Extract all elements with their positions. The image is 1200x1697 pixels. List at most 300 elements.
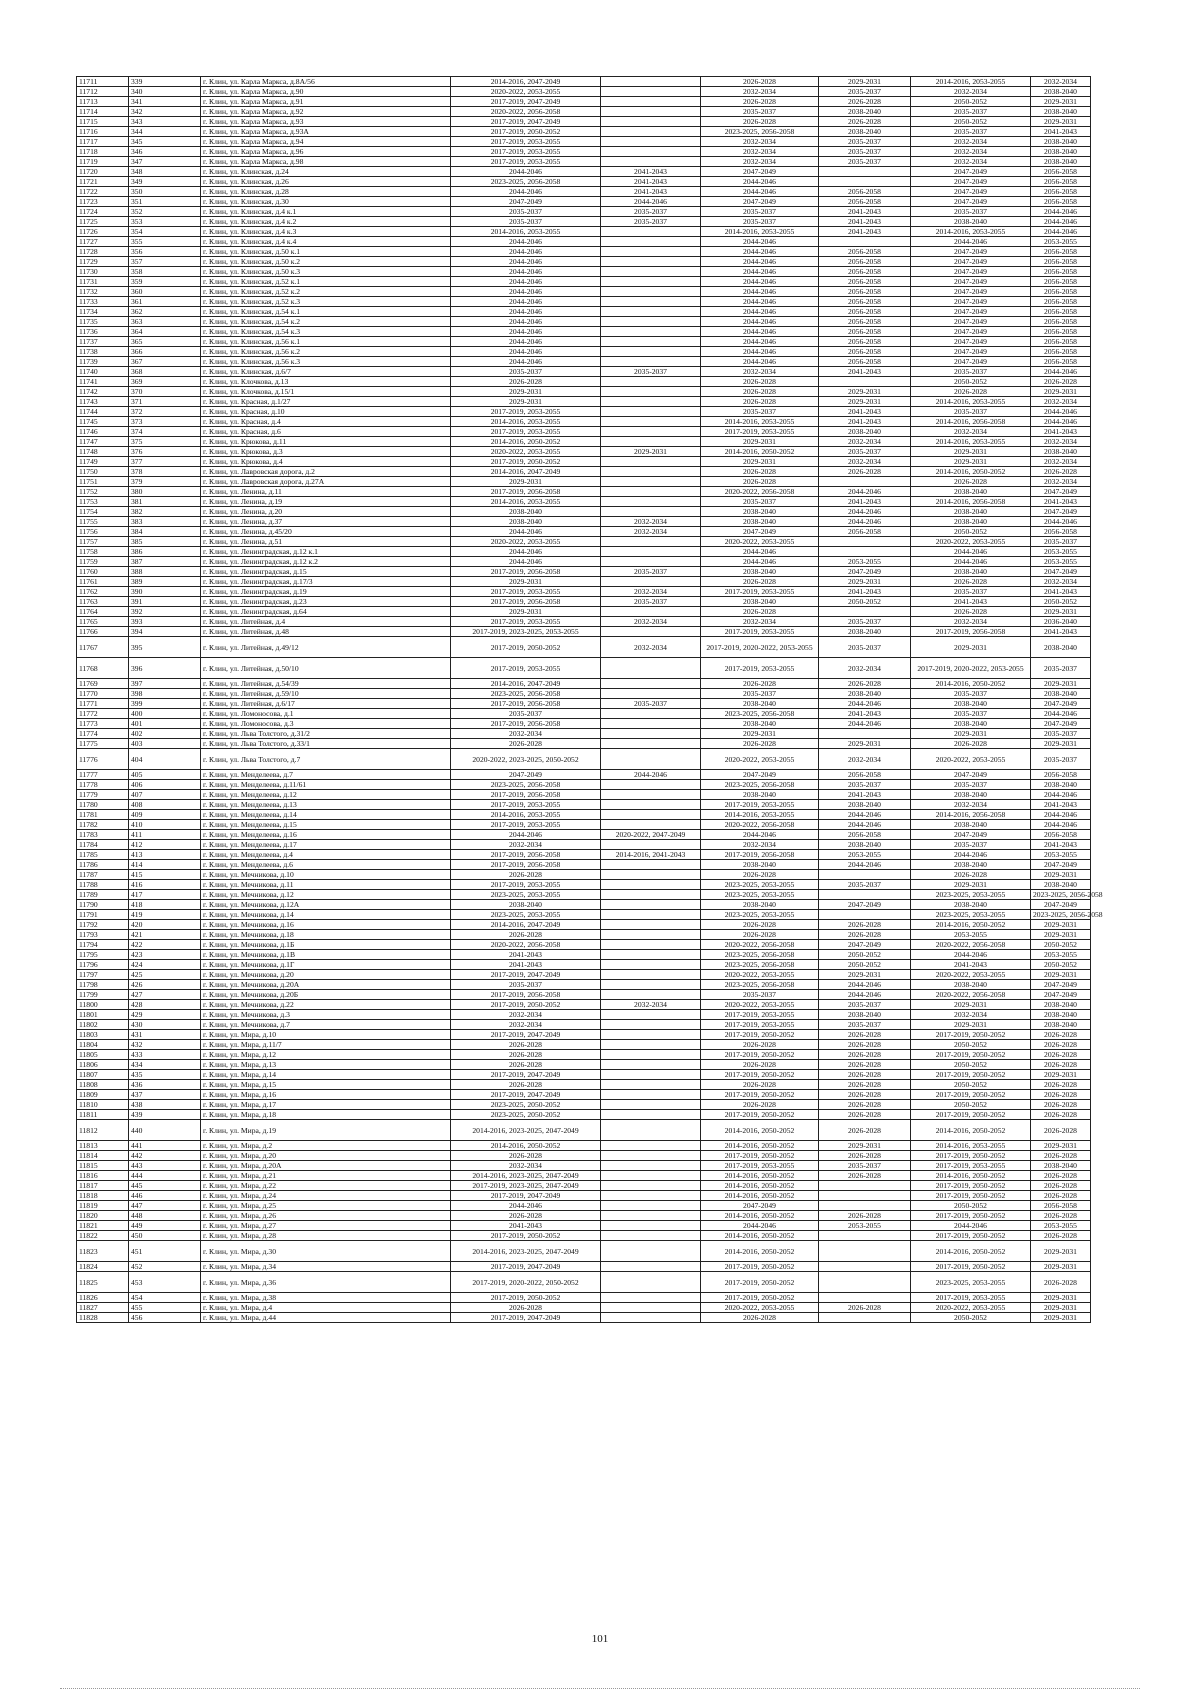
period-col-3-cell: 2044-2046 [701, 277, 819, 287]
table-row [77, 780, 1091, 790]
address-cell: г. Клин, ул. Льва Толстого, д.31/2 [201, 729, 451, 739]
period-col-4-cell: 2038-2040 [819, 627, 911, 637]
table-row [77, 577, 1091, 587]
house-number-cell: 431 [129, 1030, 201, 1040]
period-col-4-cell: 2035-2037 [819, 780, 911, 790]
period-col-6-cell: 2038-2040 [1031, 1161, 1091, 1171]
period-col-3-cell: 2023-2025, 2056-2058 [701, 950, 819, 960]
address-cell: г. Клин, ул. Мечникова, д.16 [201, 920, 451, 930]
period-col-6-cell: 2056-2058 [1031, 167, 1091, 177]
house-number-cell: 434 [129, 1060, 201, 1070]
period-col-6-cell: 2053-2055 [1031, 1221, 1091, 1231]
period-col-3-cell: 2038-2040 [701, 719, 819, 729]
period-col-4-cell: 2044-2046 [819, 699, 911, 709]
period-col-5-cell: 2020-2022, 2053-2055 [911, 749, 1031, 770]
period-col-2-cell [601, 487, 701, 497]
address-cell: г. Клин, ул. Красная, д.4 [201, 417, 451, 427]
period-col-6-cell: 2026-2028 [1031, 1030, 1091, 1040]
period-col-3-cell: 2047-2049 [701, 167, 819, 177]
period-col-6-cell: 2038-2040 [1031, 1020, 1091, 1030]
period-col-1-cell: 2020-2022, 2056-2058 [451, 107, 601, 117]
row-number-cell: 11781 [77, 810, 129, 820]
period-col-4-cell [819, 537, 911, 547]
period-col-2-cell [601, 800, 701, 810]
period-col-2-cell [601, 1191, 701, 1201]
house-number-cell: 410 [129, 820, 201, 830]
period-col-4-cell: 2056-2058 [819, 347, 911, 357]
period-col-1-cell: 2020-2022, 2023-2025, 2050-2052 [451, 749, 601, 770]
house-number-cell: 446 [129, 1191, 201, 1201]
period-col-2-cell [601, 267, 701, 277]
period-col-4-cell: 2044-2046 [819, 820, 911, 830]
period-col-5-cell: 2017-2019, 2056-2058 [911, 627, 1031, 637]
address-cell: г. Клин, ул. Менделеева, д.6 [201, 860, 451, 870]
house-number-cell: 365 [129, 337, 201, 347]
house-number-cell: 444 [129, 1171, 201, 1181]
period-col-5-cell: 2047-2049 [911, 307, 1031, 317]
period-col-4-cell [819, 177, 911, 187]
period-col-6-cell: 2053-2055 [1031, 850, 1091, 860]
house-number-cell: 435 [129, 1070, 201, 1080]
address-cell: г. Клин, ул. Клинская, д.54 к.3 [201, 327, 451, 337]
period-col-2-cell [601, 658, 701, 679]
period-col-4-cell: 2041-2043 [819, 367, 911, 377]
house-number-cell: 436 [129, 1080, 201, 1090]
period-col-2-cell [601, 507, 701, 517]
row-number-cell: 11776 [77, 749, 129, 770]
period-col-1-cell: 2044-2046 [451, 527, 601, 537]
address-cell: г. Клин, ул. Мира, д.22 [201, 1181, 451, 1191]
period-col-3-cell: 2032-2034 [701, 157, 819, 167]
table-row [77, 337, 1091, 347]
table-row [77, 1181, 1091, 1191]
house-number-cell: 423 [129, 950, 201, 960]
period-col-3-cell: 2044-2046 [701, 1221, 819, 1231]
period-col-6-cell: 2026-2028 [1031, 1211, 1091, 1221]
row-number-cell: 11809 [77, 1090, 129, 1100]
period-col-1-cell: 2014-2016, 2053-2055 [451, 417, 601, 427]
address-cell: г. Клин, ул. Ленинградская, д.15 [201, 567, 451, 577]
period-col-3-cell: 2017-2019, 2050-2052 [701, 1272, 819, 1293]
period-col-4-cell: 2050-2052 [819, 597, 911, 607]
period-col-4-cell [819, 377, 911, 387]
row-number-cell: 11822 [77, 1231, 129, 1241]
period-col-5-cell: 2026-2028 [911, 577, 1031, 587]
period-col-4-cell: 2026-2028 [819, 920, 911, 930]
row-number-cell: 11772 [77, 709, 129, 719]
row-number-cell: 11751 [77, 477, 129, 487]
table-row [77, 457, 1091, 467]
row-number-cell: 11753 [77, 497, 129, 507]
period-col-2-cell [601, 960, 701, 970]
house-number-cell: 433 [129, 1050, 201, 1060]
house-number-cell: 416 [129, 880, 201, 890]
period-col-2-cell [601, 1030, 701, 1040]
table-row [77, 1060, 1091, 1070]
period-col-6-cell: 2029-2031 [1031, 1141, 1091, 1151]
house-number-cell: 376 [129, 447, 201, 457]
house-number-cell: 384 [129, 527, 201, 537]
period-col-2-cell [601, 537, 701, 547]
period-col-3-cell: 2026-2028 [701, 467, 819, 477]
row-number-cell: 11722 [77, 187, 129, 197]
house-number-cell: 391 [129, 597, 201, 607]
period-col-2-cell [601, 437, 701, 447]
period-col-2-cell [601, 337, 701, 347]
period-col-4-cell [819, 547, 911, 557]
period-col-3-cell: 2026-2028 [701, 930, 819, 940]
address-cell: г. Клин, ул. Карла Маркса, д.94 [201, 137, 451, 147]
period-col-4-cell: 2026-2028 [819, 1060, 911, 1070]
period-col-5-cell: 2044-2046 [911, 950, 1031, 960]
period-col-4-cell: 2038-2040 [819, 1010, 911, 1020]
period-col-6-cell: 2047-2049 [1031, 900, 1091, 910]
address-cell: г. Клин, ул. Мира, д.38 [201, 1293, 451, 1303]
table-row [77, 527, 1091, 537]
period-col-5-cell: 2047-2049 [911, 247, 1031, 257]
period-col-5-cell: 2047-2049 [911, 187, 1031, 197]
period-col-4-cell [819, 477, 911, 487]
row-number-cell: 11795 [77, 950, 129, 960]
period-col-2-cell [601, 127, 701, 137]
table-row [77, 1201, 1091, 1211]
period-col-6-cell: 2047-2049 [1031, 719, 1091, 729]
table-row [77, 1040, 1091, 1050]
table-row [77, 377, 1091, 387]
period-col-6-cell: 2026-2028 [1031, 1080, 1091, 1090]
period-col-1-cell: 2038-2040 [451, 900, 601, 910]
period-col-6-cell: 2026-2028 [1031, 1090, 1091, 1100]
period-col-5-cell: 2032-2034 [911, 147, 1031, 157]
period-col-4-cell: 2026-2028 [819, 1070, 911, 1080]
house-number-cell: 445 [129, 1181, 201, 1191]
address-cell: г. Клин, ул. Лавровская дорога, д.27А [201, 477, 451, 487]
period-col-3-cell: 2017-2019, 2053-2055 [701, 800, 819, 810]
period-col-3-cell: 2044-2046 [701, 830, 819, 840]
period-col-5-cell: 2029-2031 [911, 1000, 1031, 1010]
address-cell: г. Клин, ул. Клочкова, д.13 [201, 377, 451, 387]
house-number-cell: 354 [129, 227, 201, 237]
period-col-5-cell: 2035-2037 [911, 780, 1031, 790]
period-col-1-cell: 2017-2019, 2047-2049 [451, 1262, 601, 1272]
period-col-6-cell: 2036-2040 [1031, 617, 1091, 627]
period-col-4-cell: 2032-2034 [819, 658, 911, 679]
period-col-6-cell: 2029-2031 [1031, 1303, 1091, 1313]
table-row [77, 197, 1091, 207]
address-cell: г. Клин, ул. Ленинградская, д.19 [201, 587, 451, 597]
row-number-cell: 11719 [77, 157, 129, 167]
row-number-cell: 11788 [77, 880, 129, 890]
period-col-3-cell: 2026-2028 [701, 77, 819, 87]
period-col-4-cell: 2038-2040 [819, 107, 911, 117]
period-col-2-cell [601, 577, 701, 587]
period-col-2-cell [601, 1181, 701, 1191]
address-cell: г. Клин, ул. Клинская, д.24 [201, 167, 451, 177]
row-number-cell: 11804 [77, 1040, 129, 1050]
address-cell: г. Клин, ул. Клинская, д.52 к.1 [201, 277, 451, 287]
period-col-2-cell [601, 1171, 701, 1181]
period-col-4-cell: 2056-2058 [819, 197, 911, 207]
house-number-cell: 414 [129, 860, 201, 870]
table-row [77, 317, 1091, 327]
period-col-6-cell: 2029-2031 [1031, 117, 1091, 127]
table-row [77, 1313, 1091, 1323]
period-col-5-cell: 2020-2022, 2053-2055 [911, 970, 1031, 980]
table-row [77, 1020, 1091, 1030]
period-col-2-cell [601, 1221, 701, 1231]
period-col-3-cell: 2026-2028 [701, 679, 819, 689]
period-col-5-cell: 2047-2049 [911, 197, 1031, 207]
table-row [77, 157, 1091, 167]
house-number-cell: 340 [129, 87, 201, 97]
address-cell: г. Клин, ул. Литейная, д.50/10 [201, 658, 451, 679]
period-col-1-cell: 2017-2019, 2050-2052 [451, 637, 601, 658]
period-col-2-cell [601, 387, 701, 397]
period-col-2-cell [601, 1161, 701, 1171]
table-row [77, 790, 1091, 800]
period-col-5-cell: 2050-2052 [911, 1040, 1031, 1050]
table-row [77, 87, 1091, 97]
period-col-6-cell: 2041-2043 [1031, 627, 1091, 637]
period-col-1-cell: 2044-2046 [451, 357, 601, 367]
period-col-6-cell: 2047-2049 [1031, 860, 1091, 870]
period-col-1-cell: 2017-2019, 2056-2058 [451, 597, 601, 607]
table-row [77, 1000, 1091, 1010]
row-number-cell: 11750 [77, 467, 129, 477]
address-cell: г. Клин, ул. Мира, д.17 [201, 1100, 451, 1110]
period-col-2-cell: 2035-2037 [601, 567, 701, 577]
address-cell: г. Клин, ул. Льва Толстого, д.7 [201, 749, 451, 770]
period-col-5-cell: 2047-2049 [911, 297, 1031, 307]
period-col-4-cell [819, 237, 911, 247]
row-number-cell: 11755 [77, 517, 129, 527]
row-number-cell: 11712 [77, 87, 129, 97]
period-col-5-cell: 2017-2019, 2020-2022, 2053-2055 [911, 658, 1031, 679]
table-row [77, 207, 1091, 217]
house-number-cell: 453 [129, 1272, 201, 1293]
house-number-cell: 438 [129, 1100, 201, 1110]
address-cell: г. Клин, ул. Клинская, д.56 к.1 [201, 337, 451, 347]
period-col-1-cell: 2014-2016, 2053-2055 [451, 227, 601, 237]
house-number-cell: 405 [129, 770, 201, 780]
row-number-cell: 11816 [77, 1171, 129, 1181]
table-row [77, 267, 1091, 277]
period-col-6-cell: 2041-2043 [1031, 427, 1091, 437]
period-col-1-cell: 2017-2019, 2053-2055 [451, 587, 601, 597]
period-col-4-cell: 2041-2043 [819, 587, 911, 597]
row-number-cell: 11813 [77, 1141, 129, 1151]
period-col-3-cell: 2014-2016, 2053-2055 [701, 417, 819, 427]
table-row [77, 467, 1091, 477]
period-col-5-cell: 2050-2052 [911, 1100, 1031, 1110]
period-col-5-cell: 2029-2031 [911, 880, 1031, 890]
period-col-2-cell [601, 287, 701, 297]
house-number-cell: 417 [129, 890, 201, 900]
period-col-3-cell: 2023-2025, 2053-2055 [701, 880, 819, 890]
period-col-2-cell [601, 307, 701, 317]
row-number-cell: 11728 [77, 247, 129, 257]
period-col-4-cell: 2026-2028 [819, 1303, 911, 1313]
address-cell: г. Клин, ул. Литейная, д.59/10 [201, 689, 451, 699]
period-col-2-cell: 2032-2034 [601, 1000, 701, 1010]
row-number-cell: 11827 [77, 1303, 129, 1313]
period-col-1-cell: 2017-2019, 2047-2049 [451, 1313, 601, 1323]
period-col-5-cell: 2038-2040 [911, 567, 1031, 577]
period-col-6-cell: 2029-2031 [1031, 607, 1091, 617]
period-col-6-cell: 2029-2031 [1031, 930, 1091, 940]
table-row [77, 497, 1091, 507]
table-row [77, 1272, 1091, 1293]
period-col-6-cell: 2047-2049 [1031, 990, 1091, 1000]
period-col-6-cell: 2056-2058 [1031, 327, 1091, 337]
period-col-1-cell: 2014-2016, 2047-2049 [451, 679, 601, 689]
period-col-2-cell [601, 709, 701, 719]
period-col-5-cell: 2050-2052 [911, 97, 1031, 107]
period-col-2-cell [601, 1060, 701, 1070]
address-cell: г. Клин, ул. Мира, д.21 [201, 1171, 451, 1181]
period-col-3-cell: 2020-2022, 2056-2058 [701, 940, 819, 950]
row-number-cell: 11767 [77, 637, 129, 658]
house-number-cell: 399 [129, 699, 201, 709]
period-col-1-cell: 2014-2016, 2047-2049 [451, 920, 601, 930]
house-number-cell: 382 [129, 507, 201, 517]
row-number-cell: 11718 [77, 147, 129, 157]
period-col-1-cell: 2014-2016, 2047-2049 [451, 467, 601, 477]
period-col-5-cell: 2014-2016, 2053-2055 [911, 227, 1031, 237]
period-col-4-cell: 2041-2043 [819, 709, 911, 719]
row-number-cell: 11800 [77, 1000, 129, 1010]
house-number-cell: 440 [129, 1120, 201, 1141]
period-col-3-cell: 2026-2028 [701, 1040, 819, 1050]
row-number-cell: 11733 [77, 297, 129, 307]
table-row [77, 800, 1091, 810]
period-col-3-cell: 2020-2022, 2053-2055 [701, 537, 819, 547]
period-col-2-cell: 2032-2034 [601, 527, 701, 537]
period-col-2-cell [601, 820, 701, 830]
house-number-cell: 342 [129, 107, 201, 117]
period-col-2-cell [601, 1070, 701, 1080]
house-number-cell: 362 [129, 307, 201, 317]
period-col-5-cell: 2047-2049 [911, 770, 1031, 780]
period-col-2-cell [601, 97, 701, 107]
period-col-5-cell: 2014-2016, 2056-2058 [911, 810, 1031, 820]
period-col-4-cell: 2038-2040 [819, 127, 911, 137]
house-number-cell: 372 [129, 407, 201, 417]
period-col-3-cell: 2038-2040 [701, 507, 819, 517]
period-col-1-cell: 2029-2031 [451, 397, 601, 407]
period-col-2-cell [601, 970, 701, 980]
period-col-3-cell: 2026-2028 [701, 739, 819, 749]
table-row [77, 820, 1091, 830]
period-col-5-cell: 2032-2034 [911, 1010, 1031, 1020]
house-number-cell: 344 [129, 127, 201, 137]
period-col-3-cell: 2044-2046 [701, 547, 819, 557]
period-col-2-cell [601, 1262, 701, 1272]
period-col-5-cell: 2032-2034 [911, 157, 1031, 167]
period-col-4-cell: 2026-2028 [819, 1100, 911, 1110]
period-col-3-cell: 2044-2046 [701, 177, 819, 187]
period-col-2-cell [601, 1231, 701, 1241]
address-cell: г. Клин, ул. Мира, д.2 [201, 1141, 451, 1151]
period-col-2-cell [601, 227, 701, 237]
period-col-6-cell: 2026-2028 [1031, 1060, 1091, 1070]
period-col-6-cell: 2038-2040 [1031, 1000, 1091, 1010]
period-col-4-cell: 2035-2037 [819, 1020, 911, 1030]
table-row [77, 507, 1091, 517]
period-col-5-cell: 2035-2037 [911, 367, 1031, 377]
period-col-4-cell: 2056-2058 [819, 527, 911, 537]
house-number-cell: 367 [129, 357, 201, 367]
row-number-cell: 11811 [77, 1110, 129, 1120]
period-col-3-cell: 2017-2019, 2050-2052 [701, 1110, 819, 1120]
period-col-3-cell: 2026-2028 [701, 870, 819, 880]
period-col-6-cell: 2035-2037 [1031, 729, 1091, 739]
house-number-cell: 389 [129, 577, 201, 587]
period-col-3-cell: 2044-2046 [701, 287, 819, 297]
period-col-3-cell: 2032-2034 [701, 840, 819, 850]
period-col-6-cell: 2035-2037 [1031, 537, 1091, 547]
period-col-3-cell: 2029-2031 [701, 457, 819, 467]
period-col-3-cell: 2020-2022, 2053-2055 [701, 970, 819, 980]
table-row [77, 287, 1091, 297]
house-number-cell: 358 [129, 267, 201, 277]
period-col-4-cell [819, 1231, 911, 1241]
row-number-cell: 11744 [77, 407, 129, 417]
period-col-2-cell: 2020-2022, 2047-2049 [601, 830, 701, 840]
period-col-2-cell [601, 810, 701, 820]
house-number-cell: 407 [129, 790, 201, 800]
period-col-3-cell: 2026-2028 [701, 1060, 819, 1070]
period-col-2-cell [601, 1272, 701, 1293]
period-col-5-cell: 2020-2022, 2056-2058 [911, 990, 1031, 1000]
period-col-3-cell: 2023-2025, 2056-2058 [701, 709, 819, 719]
row-number-cell: 11793 [77, 930, 129, 940]
period-col-5-cell: 2047-2049 [911, 337, 1031, 347]
address-cell: г. Клин, ул. Менделеева, д.4 [201, 850, 451, 860]
period-col-1-cell: 2026-2028 [451, 739, 601, 749]
house-number-cell: 397 [129, 679, 201, 689]
period-col-2-cell [601, 427, 701, 437]
row-number-cell: 11720 [77, 167, 129, 177]
period-col-3-cell: 2017-2019, 2053-2055 [701, 1161, 819, 1171]
period-col-2-cell: 2032-2034 [601, 587, 701, 597]
period-col-3-cell: 2026-2028 [701, 477, 819, 487]
row-number-cell: 11784 [77, 840, 129, 850]
row-number-cell: 11729 [77, 257, 129, 267]
period-col-4-cell: 2026-2028 [819, 679, 911, 689]
period-col-6-cell: 2044-2046 [1031, 207, 1091, 217]
period-col-4-cell: 2056-2058 [819, 770, 911, 780]
period-col-5-cell: 2041-2043 [911, 597, 1031, 607]
period-col-1-cell: 2017-2019, 2056-2058 [451, 487, 601, 497]
house-number-cell: 361 [129, 297, 201, 307]
address-cell: г. Клин, ул. Мира, д.14 [201, 1070, 451, 1080]
period-col-1-cell: 2047-2049 [451, 770, 601, 780]
address-cell: г. Клин, ул. Ленина, д.20 [201, 507, 451, 517]
period-col-5-cell: 2017-2019, 2050-2052 [911, 1090, 1031, 1100]
register-table [76, 76, 1103, 1323]
period-col-1-cell: 2014-2016, 2053-2055 [451, 497, 601, 507]
row-number-cell: 11732 [77, 287, 129, 297]
address-cell: г. Клин, ул. Клинская, д.56 к.2 [201, 347, 451, 357]
period-col-1-cell: 2044-2046 [451, 167, 601, 177]
period-col-6-cell: 2053-2055 [1031, 547, 1091, 557]
house-number-cell: 455 [129, 1303, 201, 1313]
period-col-5-cell: 2047-2049 [911, 357, 1031, 367]
house-number-cell: 343 [129, 117, 201, 127]
period-col-1-cell: 2017-2019, 2053-2055 [451, 157, 601, 167]
address-cell: г. Клин, ул. Литейная, д.6/17 [201, 699, 451, 709]
